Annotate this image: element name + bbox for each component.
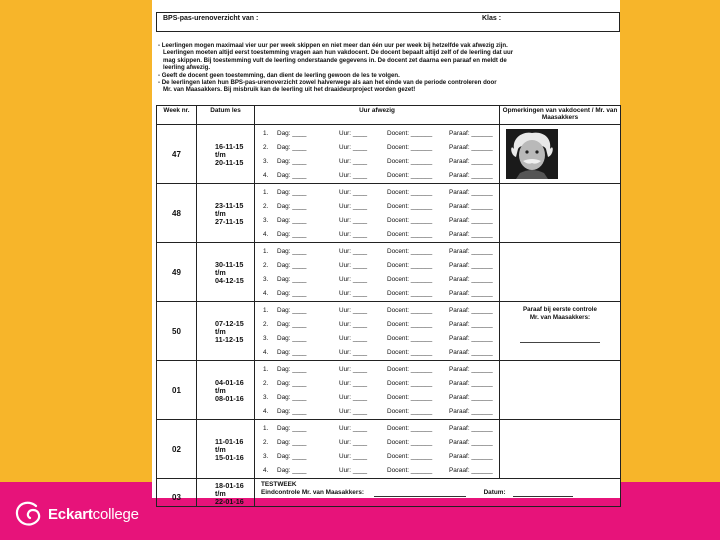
paraaf-field[interactable]: Paraaf: ______ [449,276,493,283]
dag-field[interactable]: Dag: ____ [277,290,307,297]
line-number: 2. [263,144,269,151]
dag-field[interactable]: Dag: ____ [277,335,307,342]
week-number: 49 [157,243,197,302]
line-number: 4. [263,290,269,297]
dag-field[interactable]: Dag: ____ [277,231,307,238]
uur-field[interactable]: Uur: ____ [339,467,368,474]
docent-field[interactable]: Docent: ______ [387,144,433,151]
uur-field[interactable]: Uur: ____ [339,321,368,328]
remarks-cell [500,243,621,302]
uur-field[interactable]: Uur: ____ [339,248,368,255]
week-dates [197,420,255,479]
paraaf-field[interactable]: Paraaf: ______ [449,144,493,151]
docent-field[interactable]: Docent: ______ [387,453,433,460]
dag-field[interactable]: Dag: ____ [277,349,307,356]
line-number: 3. [263,453,269,460]
line-number: 4. [263,172,269,179]
absence-line [263,422,499,436]
date-to: 11-12-15 [215,335,244,344]
table-row [157,125,621,184]
week-dates [197,243,255,302]
uur-field[interactable]: Uur: ____ [339,172,368,179]
absence-line [263,155,499,169]
line-number: 2. [263,203,269,210]
uur-field[interactable]: Uur: ____ [339,307,368,314]
header-remarks: Opmerkingen van vakdocent / Mr. van Maasakkers [500,106,621,125]
docent-field[interactable]: Docent: ______ [387,467,433,474]
dag-field[interactable]: Dag: ____ [277,172,307,179]
uur-field[interactable]: Uur: ____ [339,425,368,432]
absence-line [263,405,499,419]
absence-line [263,332,499,346]
paraaf-field[interactable]: Paraaf: ______ [449,158,493,165]
paraaf-field[interactable]: Paraaf: ______ [449,248,493,255]
date-from: 23-11-15 [215,201,244,210]
dag-field[interactable]: Dag: ____ [277,189,307,196]
rule-line: - Geeft de docent geen toestemming, dan dient de leerling gewoon de les te volgen. [158,71,400,79]
logo-text-light: college [92,505,139,523]
title-left: BPS-pas-urenoverzicht van : [163,15,259,22]
uur-field[interactable]: Uur: ____ [339,144,368,151]
absence-lines [255,243,500,302]
week-dates [197,184,255,243]
absence-lines [255,125,500,184]
week-number: 02 [157,420,197,479]
paraaf-field[interactable]: Paraaf: ______ [449,335,493,342]
rule-line: mag skippen. Bij toestemming vult de leerling onderstaande gegevens in. De docent zet daarna een paraaf en meldt de [163,56,507,64]
absence-line [263,377,499,391]
remarks-cell [500,361,621,420]
remarks-cell [500,184,621,243]
docent-field[interactable]: Docent: ______ [387,394,433,401]
date-from: 18-01-16 [215,480,244,490]
absence-line [263,318,499,332]
dag-field[interactable]: Dag: ____ [277,248,307,255]
dag-field[interactable]: Dag: ____ [277,276,307,283]
absence-line [263,391,499,405]
docent-field[interactable]: Docent: ______ [387,408,433,415]
absence-line [263,464,499,478]
end-control-label: Eindcontrole Mr. van Maasakkers: [261,489,364,496]
paraaf-field[interactable]: Paraaf: ______ [449,467,493,474]
docent-field[interactable]: Docent: ______ [387,307,433,314]
end-control-row [261,489,620,497]
uur-field[interactable]: Uur: ____ [339,380,368,387]
date-tm: t/m [215,488,226,498]
rules-text [158,42,608,94]
date-from: 11-01-16 [215,437,244,446]
absence-line [263,186,499,200]
remarks-cell [500,302,621,361]
date-from: 16-11-15 [215,142,244,151]
absence-line [263,127,499,141]
docent-field[interactable]: Docent: ______ [387,130,433,137]
dag-field[interactable]: Dag: ____ [277,203,307,210]
paraaf-field[interactable]: Paraaf: ______ [449,439,493,446]
paraaf-field[interactable]: Paraaf: ______ [449,262,493,269]
uur-field[interactable]: Uur: ____ [339,158,368,165]
table-row [157,420,621,479]
docent-field[interactable]: Docent: ______ [387,172,433,179]
date-tm: t/m [215,327,226,336]
uur-field[interactable]: Uur: ____ [339,203,368,210]
header-date: Datum les [197,106,255,125]
uur-field[interactable]: Uur: ____ [339,349,368,356]
eckart-swirl-icon [14,500,44,528]
line-number: 4. [263,467,269,474]
absence-table [156,105,621,507]
paraaf-field[interactable]: Paraaf: ______ [449,321,493,328]
docent-field[interactable]: Docent: ______ [387,203,433,210]
docent-field[interactable]: Docent: ______ [387,189,433,196]
line-number: 1. [263,366,269,373]
control-note [500,306,620,343]
logo-text [48,506,139,523]
uur-field[interactable]: Uur: ____ [339,189,368,196]
absence-line [263,141,499,155]
document-header-box [156,12,620,32]
line-number: 2. [263,262,269,269]
paraaf-field[interactable]: Paraaf: ______ [449,203,493,210]
line-number: 3. [263,394,269,401]
header-absence: Uur afwezig [255,106,500,125]
absence-line [263,287,499,301]
paraaf-field[interactable]: Paraaf: ______ [449,130,493,137]
date-to: 27-11-15 [215,217,244,226]
uur-field[interactable]: Uur: ____ [339,217,368,224]
week-number: 47 [157,125,197,184]
docent-field[interactable]: Docent: ______ [387,380,433,387]
end-control-signature-line [374,496,466,497]
header-week: Week nr. [157,106,197,125]
control-note-line1: Paraaf bij eerste controle [523,306,597,313]
date-to: 04-12-15 [215,276,244,285]
testweek-label: TESTWEEK [261,481,297,488]
docent-field[interactable]: Docent: ______ [387,335,433,342]
date-to: 22-01-16 [215,496,244,506]
dag-field[interactable]: Dag: ____ [277,158,307,165]
week-number: 48 [157,184,197,243]
line-number: 1. [263,307,269,314]
scanned-document [152,0,620,506]
rule-line: - Leerlingen mogen maximaal vier uur per week skippen en niet meer dan één uur per week bij hetzelfde vak afwezig zijn. [158,42,508,49]
uur-field[interactable]: Uur: ____ [339,394,368,401]
docent-field[interactable]: Docent: ______ [387,276,433,283]
line-number: 1. [263,425,269,432]
absence-line [263,228,499,242]
week-dates [197,479,255,507]
dag-field[interactable]: Dag: ____ [277,217,307,224]
uur-field[interactable]: Uur: ____ [339,335,368,342]
week-number: 01 [157,361,197,420]
absence-line [263,245,499,259]
dag-field[interactable]: Dag: ____ [277,321,307,328]
week-dates [197,361,255,420]
uur-field[interactable]: Uur: ____ [339,453,368,460]
table-row [157,361,621,420]
rule-line: Mr. van Maasakkers. Bij misbruik kan de leerling uit het draaideurproject worden gezet! [163,86,416,94]
logo-text-bold: Eckart [48,505,93,523]
table-header-row [157,106,621,125]
paraaf-field[interactable]: Paraaf: ______ [449,349,493,356]
uur-field[interactable]: Uur: ____ [339,290,368,297]
eckart-college-logo [14,500,139,528]
table-row [157,243,621,302]
dag-field[interactable]: Dag: ____ [277,380,307,387]
line-number: 1. [263,130,269,137]
absence-lines [255,184,500,243]
date-from: 30-11-15 [215,260,244,269]
date-to: 15-01-16 [215,453,244,462]
paraaf-field[interactable]: Paraaf: ______ [449,290,493,297]
paraaf-field[interactable]: Paraaf: ______ [449,231,493,238]
absence-line [263,214,499,228]
paraaf-field[interactable]: Paraaf: ______ [449,189,493,196]
paraaf-field[interactable]: Paraaf: ______ [449,366,493,373]
absence-line [263,273,499,287]
date-tm: t/m [215,445,226,454]
uur-field[interactable]: Uur: ____ [339,408,368,415]
docent-field[interactable]: Docent: ______ [387,425,433,432]
dag-field[interactable]: Dag: ____ [277,439,307,446]
week-dates [197,302,255,361]
paraaf-field[interactable]: Paraaf: ______ [449,172,493,179]
line-number: 2. [263,380,269,387]
line-number: 2. [263,321,269,328]
rule-line: Leerlingen moeten altijd eerst toestemming vragen aan hun vakdocent. De docent bepaalt altijd zelf of de leerling dat uur [163,49,514,57]
absence-lines [255,302,500,361]
uur-field[interactable]: Uur: ____ [339,366,368,373]
dag-field[interactable]: Dag: ____ [277,408,307,415]
uur-field[interactable]: Uur: ____ [339,439,368,446]
docent-field[interactable]: Docent: ______ [387,158,433,165]
date-tm: t/m [215,268,226,277]
date-to: 08-01-16 [215,394,244,403]
paraaf-field[interactable]: Paraaf: ______ [449,380,493,387]
title-right: Klas : [482,15,502,22]
remarks-cell [500,420,621,479]
dag-field[interactable]: Dag: ____ [277,262,307,269]
absence-line [263,169,499,183]
date-tm: t/m [215,150,226,159]
absence-line [263,200,499,214]
date-from: 07-12-15 [215,319,244,328]
week-number-text: 03 [172,493,181,502]
date-signature-line [513,496,573,497]
dag-field[interactable]: Dag: ____ [277,467,307,474]
line-number: 3. [263,217,269,224]
uur-field[interactable]: Uur: ____ [339,231,368,238]
dag-field[interactable]: Dag: ____ [277,130,307,137]
docent-field[interactable]: Docent: ______ [387,217,433,224]
docent-field[interactable]: Docent: ______ [387,366,433,373]
date-tm: t/m [215,209,226,218]
paraaf-field[interactable]: Paraaf: ______ [449,307,493,314]
dag-field[interactable]: Dag: ____ [277,394,307,401]
rule-line: - De leerlingen laten hun BPS-pas-urenoverzicht zowel halverwege als aan het einde van de periode controleren door [158,79,497,87]
line-number: 4. [263,231,269,238]
remarks-cell [500,125,621,184]
absence-line [263,346,499,360]
date-from: 04-01-16 [215,378,244,387]
paraaf-field[interactable]: Paraaf: ______ [449,408,493,415]
absence-line [263,450,499,464]
paraaf-field[interactable]: Paraaf: ______ [449,453,493,460]
line-number: 1. [263,248,269,255]
absence-line [263,259,499,273]
line-number: 3. [263,335,269,342]
paraaf-field[interactable]: Paraaf: ______ [449,394,493,401]
rule-line: leerling afwezig. [163,64,211,72]
absence-lines [255,420,500,479]
absence-line [263,436,499,450]
portrait-photo-icon [506,129,558,179]
date-label: Datum: [483,489,506,496]
dag-field[interactable]: Dag: ____ [277,307,307,314]
docent-field[interactable]: Docent: ______ [387,262,433,269]
docent-field[interactable]: Docent: ______ [387,321,433,328]
docent-field[interactable]: Docent: ______ [387,349,433,356]
table-row-last-week [157,479,621,507]
week-dates [197,125,255,184]
uur-field[interactable]: Uur: ____ [339,130,368,137]
line-number: 1. [263,189,269,196]
docent-field[interactable]: Docent: ______ [387,231,433,238]
line-number: 3. [263,158,269,165]
docent-field[interactable]: Docent: ______ [387,290,433,297]
dag-field[interactable]: Dag: ____ [277,144,307,151]
line-number: 4. [263,408,269,415]
dag-field[interactable]: Dag: ____ [277,453,307,460]
dag-field[interactable]: Dag: ____ [277,366,307,373]
line-number: 4. [263,349,269,356]
control-note-line2: Mr. van Maasakkers: [529,314,591,321]
date-to: 20-11-15 [215,158,244,167]
date-tm: t/m [215,386,226,395]
absence-line [263,304,499,318]
docent-field[interactable]: Docent: ______ [387,248,433,255]
paraaf-field[interactable]: Paraaf: ______ [449,425,493,432]
testweek-cell [255,479,621,507]
table-row [157,302,621,361]
dag-field[interactable]: Dag: ____ [277,425,307,432]
table-row [157,184,621,243]
docent-field[interactable]: Docent: ______ [387,439,433,446]
week-number: 50 [157,302,197,361]
uur-field[interactable]: Uur: ____ [339,262,368,269]
line-number: 2. [263,439,269,446]
control-signature-line [520,342,600,343]
line-number: 3. [263,276,269,283]
absence-lines [255,361,500,420]
paraaf-field[interactable]: Paraaf: ______ [449,217,493,224]
week-number [157,479,197,507]
absence-line [263,363,499,377]
uur-field[interactable]: Uur: ____ [339,276,368,283]
